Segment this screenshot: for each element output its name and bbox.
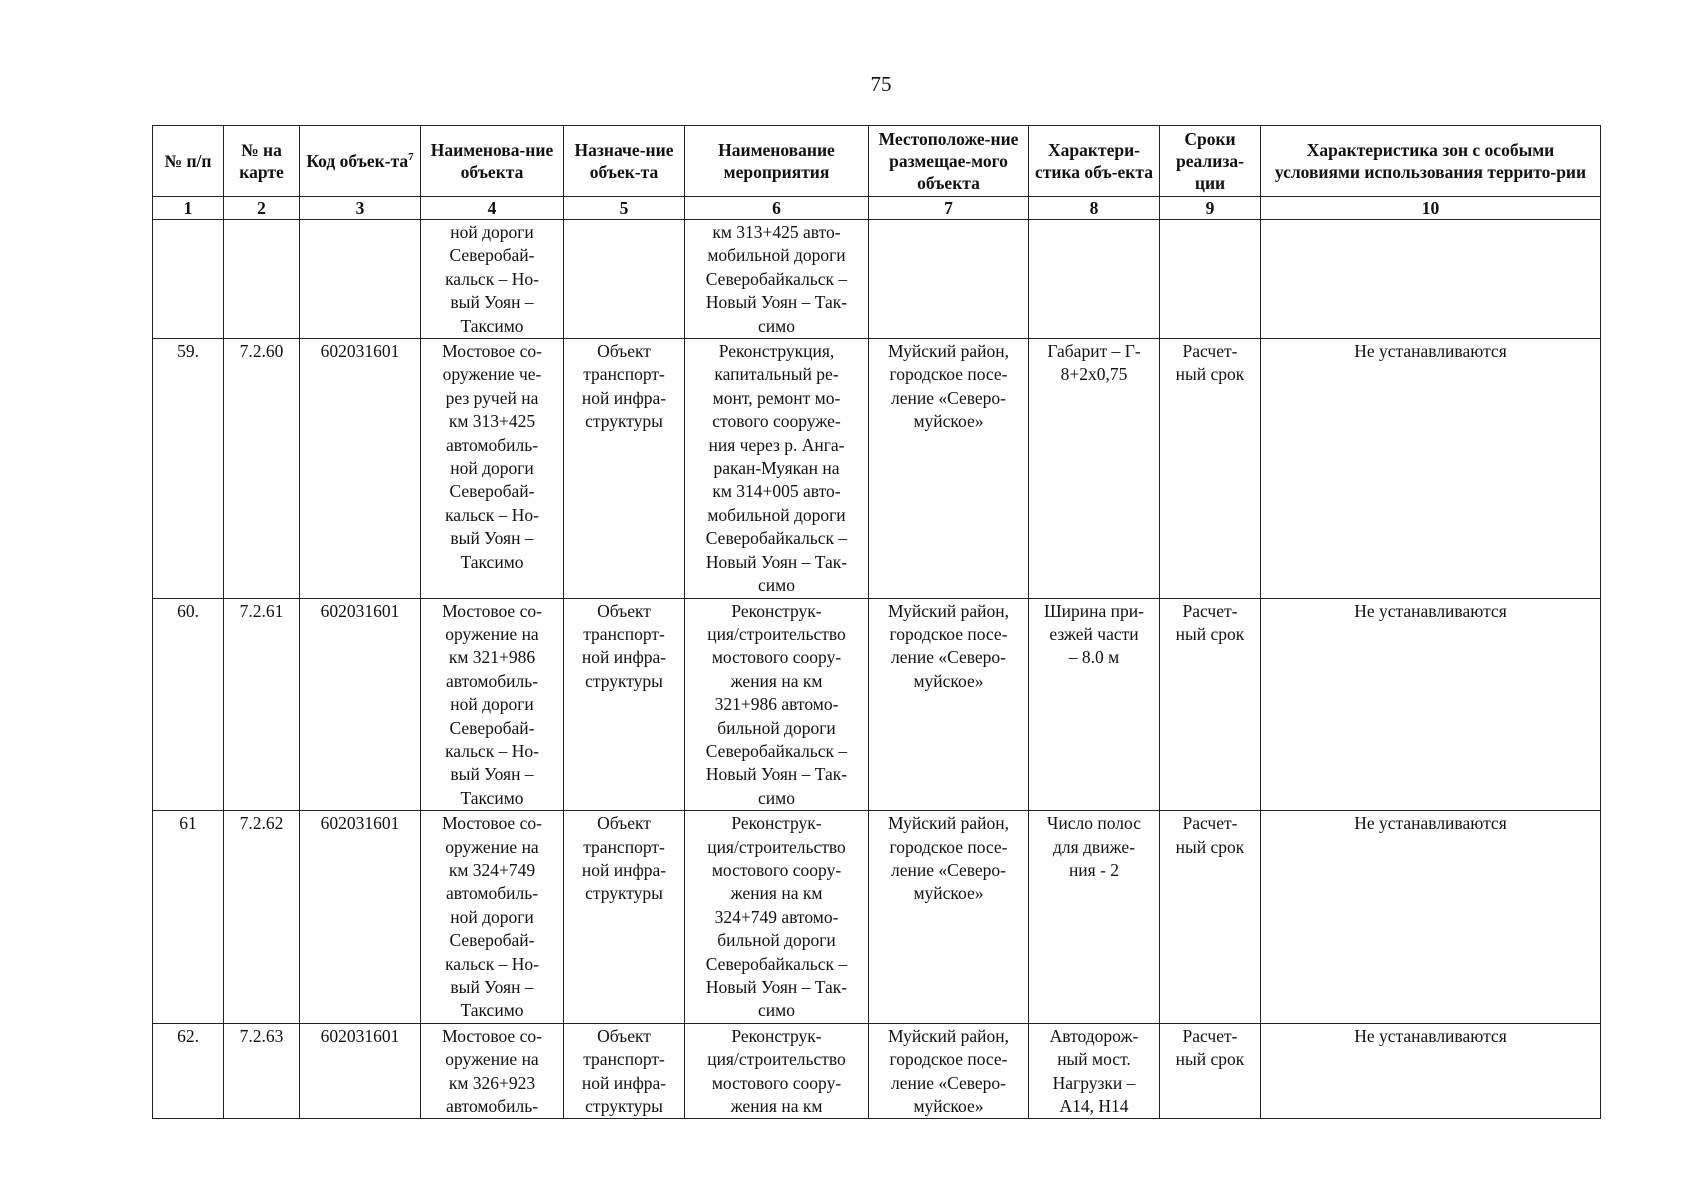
object-location-text: Муйский район, городское посе- ление «Северо- муйское» bbox=[888, 341, 1009, 432]
object-characteristic bbox=[1029, 598, 1160, 811]
map-number bbox=[224, 220, 300, 339]
implementation-term-text: Расчет- ный срок bbox=[1175, 1025, 1245, 1070]
object-purpose-text: Объект транспорт- ной инфра- структуры bbox=[581, 600, 667, 691]
measure-name-text: Реконструк- ция/строительство мостового соору- жения на км 321+986 автомо- бильной дороги Северобайкальск – Новый Уоян – Так- симо bbox=[705, 600, 848, 808]
measure-name-text: Реконструкция, капитальный ре- монт, ремонт мо- стового сооруже- ния через р. Анга- ракан-Муякан на км 314+005 авто- мобильной дороги Северобайкальск – Новый Уоян – Так- симо bbox=[705, 341, 848, 596]
header-row bbox=[153, 126, 1601, 197]
object-code: 602031601 bbox=[300, 811, 421, 1024]
implementation-term-text: Расчет- ный срок bbox=[1175, 813, 1245, 857]
column-number: 3 bbox=[300, 197, 421, 220]
table-row bbox=[153, 598, 1601, 811]
table-row bbox=[153, 1023, 1601, 1119]
special-zones: Не устанавливаются bbox=[1261, 339, 1601, 598]
header-cell-10: Характеристика зон с особыми условиями использования террито-рии bbox=[1261, 126, 1601, 197]
object-name-text: Мостовое со- оружение на км 324+749 автомобиль- ной дороги Северобай- кальск – Но- вый Уоян – Таксимо bbox=[442, 813, 542, 1021]
column-number: 10 bbox=[1261, 197, 1601, 220]
header-cell-7: Местоположе-ние размещае-мого объекта bbox=[869, 126, 1029, 197]
object-name bbox=[421, 220, 564, 339]
header-cell-1: № п/п bbox=[153, 126, 224, 197]
object-location bbox=[869, 1023, 1029, 1119]
column-number: 8 bbox=[1029, 197, 1160, 220]
object-location bbox=[869, 598, 1029, 811]
object-name-text: Мостовое со- оружение на км 326+923 автомобиль- bbox=[442, 1025, 542, 1117]
object-name bbox=[421, 1023, 564, 1119]
column-number: 7 bbox=[869, 197, 1029, 220]
object-name bbox=[421, 339, 564, 598]
object-location-text: Муйский район, городское посе- ление «Северо- муйское» bbox=[888, 600, 1009, 691]
implementation-term bbox=[1160, 220, 1261, 339]
measure-name bbox=[685, 598, 869, 811]
special-zones: Не устанавливаются bbox=[1261, 811, 1601, 1024]
measure-name bbox=[685, 811, 869, 1024]
special-zones: Не устанавливаются bbox=[1261, 598, 1601, 811]
special-zones: Не устанавливаются bbox=[1261, 1023, 1601, 1119]
header-cell-8: Характери-стика объ-екта bbox=[1029, 126, 1160, 197]
implementation-term bbox=[1160, 598, 1261, 811]
object-name-text: Мостовое со- оружение на км 321+986 автомобиль- ной дороги Северобай- кальск – Но- вый Уоян – Таксимо bbox=[442, 600, 542, 808]
row-number: 62. bbox=[153, 1023, 224, 1119]
object-characteristic bbox=[1029, 811, 1160, 1024]
row-number: 60. bbox=[153, 598, 224, 811]
table-row-continued bbox=[153, 220, 1601, 339]
object-characteristic-text: Габарит – Г- 8+2х0,75 bbox=[1047, 341, 1141, 385]
object-characteristic-text: Ширина при- езжей части – 8.0 м bbox=[1044, 600, 1144, 668]
header-cell-5: Назначе-ние объек-та bbox=[564, 126, 685, 197]
map-number: 7.2.61 bbox=[224, 598, 300, 811]
object-code bbox=[300, 220, 421, 339]
object-purpose bbox=[564, 339, 685, 598]
measure-name-text: Реконструк- ция/строительство мостового соору- жения на км 324+749 автомо- бильной дороги Северобайкальск – Новый Уоян – Так- симо bbox=[705, 813, 848, 1021]
object-characteristic-text: Число полос для движе- ния - 2 bbox=[1047, 813, 1141, 880]
measure-name bbox=[685, 339, 869, 598]
object-characteristic bbox=[1029, 220, 1160, 339]
planned-objects-table bbox=[152, 125, 1601, 1119]
implementation-term bbox=[1160, 1023, 1261, 1119]
object-purpose-text: Объект транспорт- ной инфра- структуры bbox=[581, 341, 667, 432]
implementation-term-text: Расчет- ный срок bbox=[1175, 341, 1245, 385]
object-name-text: Мостовое со- оружение че- рез ручей на км 313+425 автомобиль- ной дороги Северобай- кальск – Но- вый Уоян – Таксимо bbox=[442, 341, 542, 572]
header-cell-6: Наименование мероприятия bbox=[685, 126, 869, 197]
object-characteristic-text: Автодорож- ный мост. Нагрузки – А14, Н14 bbox=[1049, 1025, 1139, 1117]
header-cell-4: Наименова-ние объекта bbox=[421, 126, 564, 197]
measure-name bbox=[685, 1023, 869, 1119]
page-number: 75 bbox=[870, 72, 892, 96]
object-characteristic bbox=[1029, 1023, 1160, 1119]
header-text-3: Код объек-та bbox=[306, 151, 409, 171]
object-purpose-text: Объект транспорт- ной инфра- структуры bbox=[581, 813, 667, 904]
map-number: 7.2.63 bbox=[224, 1023, 300, 1119]
object-location-text: Муйский район, городское посе- ление «Северо- муйское» bbox=[888, 1025, 1009, 1117]
object-purpose bbox=[564, 1023, 685, 1119]
row-number: 61 bbox=[153, 811, 224, 1024]
object-location bbox=[869, 220, 1029, 339]
object-location bbox=[869, 339, 1029, 598]
column-number: 4 bbox=[421, 197, 564, 220]
object-purpose bbox=[564, 811, 685, 1024]
column-number: 2 bbox=[224, 197, 300, 220]
implementation-term-text: Расчет- ный срок bbox=[1175, 600, 1245, 644]
measure-name bbox=[685, 220, 869, 339]
object-name bbox=[421, 598, 564, 811]
header-cell-3 bbox=[300, 126, 421, 197]
object-code: 602031601 bbox=[300, 598, 421, 811]
object-location bbox=[869, 811, 1029, 1024]
measure-name-text: Реконструк- ция/строительство мостового соору- жения на км bbox=[707, 1025, 846, 1117]
header-cell-9: Сроки реализа-ции bbox=[1160, 126, 1261, 197]
implementation-term bbox=[1160, 811, 1261, 1024]
implementation-term bbox=[1160, 339, 1261, 598]
object-code: 602031601 bbox=[300, 1023, 421, 1119]
row-number bbox=[153, 220, 224, 339]
special-zones bbox=[1261, 220, 1601, 339]
footnote-marker: 7 bbox=[408, 151, 414, 164]
column-number: 1 bbox=[153, 197, 224, 220]
measure-name-text: км 313+425 авто- мобильной дороги Северобайкальск – Новый Уоян – Так- симо bbox=[705, 222, 848, 336]
map-number: 7.2.60 bbox=[224, 339, 300, 598]
object-purpose bbox=[564, 220, 685, 339]
row-number: 59. bbox=[153, 339, 224, 598]
map-number: 7.2.62 bbox=[224, 811, 300, 1024]
object-purpose-text: Объект транспорт- ной инфра- структуры bbox=[581, 1025, 667, 1117]
table-row bbox=[153, 339, 1601, 598]
object-name-text: ной дороги Северобай- кальск – Но- вый Уоян – Таксимо bbox=[445, 222, 539, 336]
column-number: 6 bbox=[685, 197, 869, 220]
header-cell-2: № на карте bbox=[224, 126, 300, 197]
object-purpose bbox=[564, 598, 685, 811]
object-code: 602031601 bbox=[300, 339, 421, 598]
column-number: 5 bbox=[564, 197, 685, 220]
object-characteristic bbox=[1029, 339, 1160, 598]
table-row bbox=[153, 811, 1601, 1024]
object-name bbox=[421, 811, 564, 1024]
column-number-row bbox=[153, 197, 1601, 220]
column-number: 9 bbox=[1160, 197, 1261, 220]
object-location-text: Муйский район, городское посе- ление «Северо- муйское» bbox=[888, 813, 1009, 904]
